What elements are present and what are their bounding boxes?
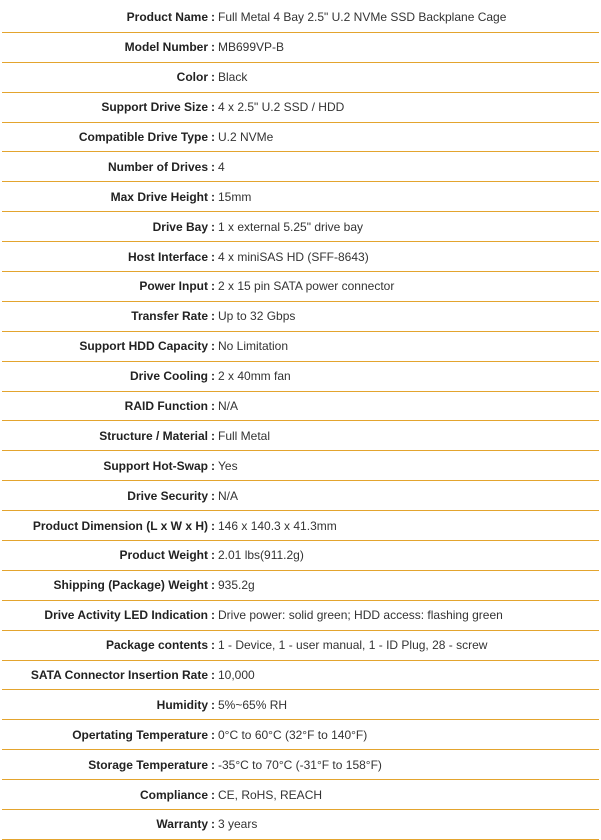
spec-label: Humidity — [156, 697, 208, 712]
spec-value: U.2 NVMe — [218, 130, 274, 144]
spec-separator: : — [211, 100, 215, 115]
spec-separator: : — [211, 369, 215, 384]
spec-row — [2, 690, 599, 720]
spec-separator: : — [211, 428, 215, 443]
spec-value: 2 x 15 pin SATA power connector — [218, 279, 395, 294]
spec-label: Product Name — [126, 10, 208, 25]
spec-row — [2, 511, 599, 541]
spec-row — [2, 212, 599, 242]
spec-separator: : — [211, 249, 215, 264]
spec-row — [2, 152, 599, 182]
spec-separator: : — [211, 339, 215, 354]
spec-label: Drive Activity LED Indication — [44, 608, 208, 623]
spec-row — [2, 661, 599, 691]
spec-row — [2, 631, 599, 661]
spec-separator: : — [211, 399, 215, 414]
spec-value: N/A — [218, 488, 239, 503]
spec-row — [2, 63, 599, 93]
spec-separator: : — [211, 668, 215, 683]
spec-label: Shipping (Package) Weight — [53, 578, 208, 593]
spec-row — [2, 392, 599, 422]
spec-separator: : — [211, 518, 215, 533]
spec-label: Compatible Drive Type — [78, 130, 208, 144]
spec-row — [2, 242, 599, 272]
spec-value: Up to 32 Gbps — [218, 309, 296, 324]
spec-separator: : — [211, 40, 215, 55]
spec-separator: : — [211, 130, 215, 144]
spec-label: Support HDD Capacity — [79, 339, 208, 354]
spec-label: Product Weight — [119, 548, 208, 563]
spec-row — [2, 780, 599, 810]
spec-value: 0°C to 60°C (32°F to 140°F) — [218, 727, 368, 742]
spec-label: Structure / Material — [99, 428, 208, 443]
spec-label: Drive Security — [127, 488, 208, 503]
spec-separator: : — [211, 817, 215, 832]
spec-label: Support Drive Size — [101, 100, 208, 115]
spec-table — [2, 0, 599, 840]
spec-label: SATA Connector Insertion Rate — [30, 668, 208, 683]
spec-row — [2, 182, 599, 212]
spec-separator: : — [211, 279, 215, 294]
spec-row — [2, 601, 599, 631]
spec-value: 4 x miniSAS HD (SFF-8643) — [218, 249, 369, 264]
spec-value: 2 x 40mm fan — [218, 369, 291, 384]
spec-value: MB699VP-B — [218, 40, 285, 55]
spec-separator: : — [211, 159, 215, 174]
spec-value: 4 x 2.5" U.2 SSD / HDD — [218, 100, 345, 115]
spec-separator: : — [211, 757, 215, 772]
spec-label: Support Hot-Swap — [103, 458, 208, 473]
spec-separator: : — [211, 548, 215, 563]
spec-label: Warranty — [156, 817, 208, 832]
spec-label: RAID Function — [124, 399, 208, 414]
spec-label: Number of Drives — [107, 159, 208, 174]
spec-value: 10,000 — [218, 668, 255, 683]
spec-value: CE, RoHS, REACH — [218, 787, 323, 802]
spec-separator: : — [211, 787, 215, 802]
spec-row — [2, 810, 599, 840]
spec-value: Full Metal — [218, 428, 271, 443]
spec-label: Drive Bay — [152, 219, 208, 234]
spec-value: N/A — [218, 399, 239, 414]
spec-label: Product Dimension (L x W x H) — [32, 518, 208, 533]
spec-label: Model Number — [124, 40, 208, 55]
spec-row — [2, 332, 599, 362]
spec-separator: : — [211, 219, 215, 234]
spec-value: No Limitation — [218, 339, 289, 354]
spec-separator: : — [211, 578, 215, 593]
spec-separator: : — [211, 697, 215, 712]
spec-row — [2, 541, 599, 571]
spec-value: 1 - Device, 1 - user manual, 1 - ID Plug, 28 - screw — [218, 638, 488, 653]
spec-row — [2, 302, 599, 332]
spec-label: Opertating Temperature — [72, 727, 208, 742]
spec-row — [2, 3, 599, 33]
spec-label: Compliance — [139, 787, 208, 802]
spec-label: Power Input — [139, 279, 208, 294]
spec-separator: : — [211, 638, 215, 653]
spec-row — [2, 421, 599, 451]
spec-row — [2, 272, 599, 302]
spec-separator: : — [211, 309, 215, 324]
spec-value: Black — [218, 70, 248, 85]
spec-value: Drive power: solid green; HDD access: flashing green — [218, 608, 503, 623]
spec-separator: : — [211, 608, 215, 623]
spec-row — [2, 33, 599, 63]
spec-label: Transfer Rate — [131, 309, 208, 324]
spec-label: Max Drive Height — [110, 189, 208, 204]
spec-value: 3 years — [218, 817, 258, 832]
spec-value: 5%~65% RH — [218, 697, 288, 712]
spec-value: 15mm — [218, 189, 252, 204]
spec-row — [2, 571, 599, 601]
spec-value: 2.01 lbs(911.2g) — [218, 548, 304, 563]
spec-label: Package contents — [105, 638, 208, 653]
spec-separator: : — [211, 458, 215, 473]
spec-label: Drive Cooling — [129, 369, 208, 384]
spec-row — [2, 750, 599, 780]
spec-row — [2, 93, 599, 123]
spec-label: Color — [176, 70, 208, 85]
spec-row — [2, 720, 599, 750]
spec-row — [2, 451, 599, 481]
spec-value: -35°C to 70°C (-31°F to 158°F) — [218, 757, 382, 772]
spec-label: Host Interface — [127, 249, 208, 264]
spec-value: Yes — [218, 458, 238, 473]
spec-separator: : — [211, 70, 215, 85]
spec-separator: : — [211, 488, 215, 503]
spec-row — [2, 123, 599, 153]
spec-value: Full Metal 4 Bay 2.5" U.2 NVMe SSD Backplane Cage — [218, 10, 507, 25]
spec-row — [2, 481, 599, 511]
spec-label: Storage Temperature — [88, 757, 208, 772]
spec-value: 1 x external 5.25" drive bay — [218, 219, 364, 234]
spec-row — [2, 362, 599, 392]
spec-separator: : — [211, 10, 215, 25]
spec-value: 4 — [218, 159, 225, 174]
spec-value: 146 x 140.3 x 41.3mm — [218, 518, 337, 533]
spec-value: 935.2g — [218, 578, 255, 593]
spec-separator: : — [211, 189, 215, 204]
spec-separator: : — [211, 727, 215, 742]
